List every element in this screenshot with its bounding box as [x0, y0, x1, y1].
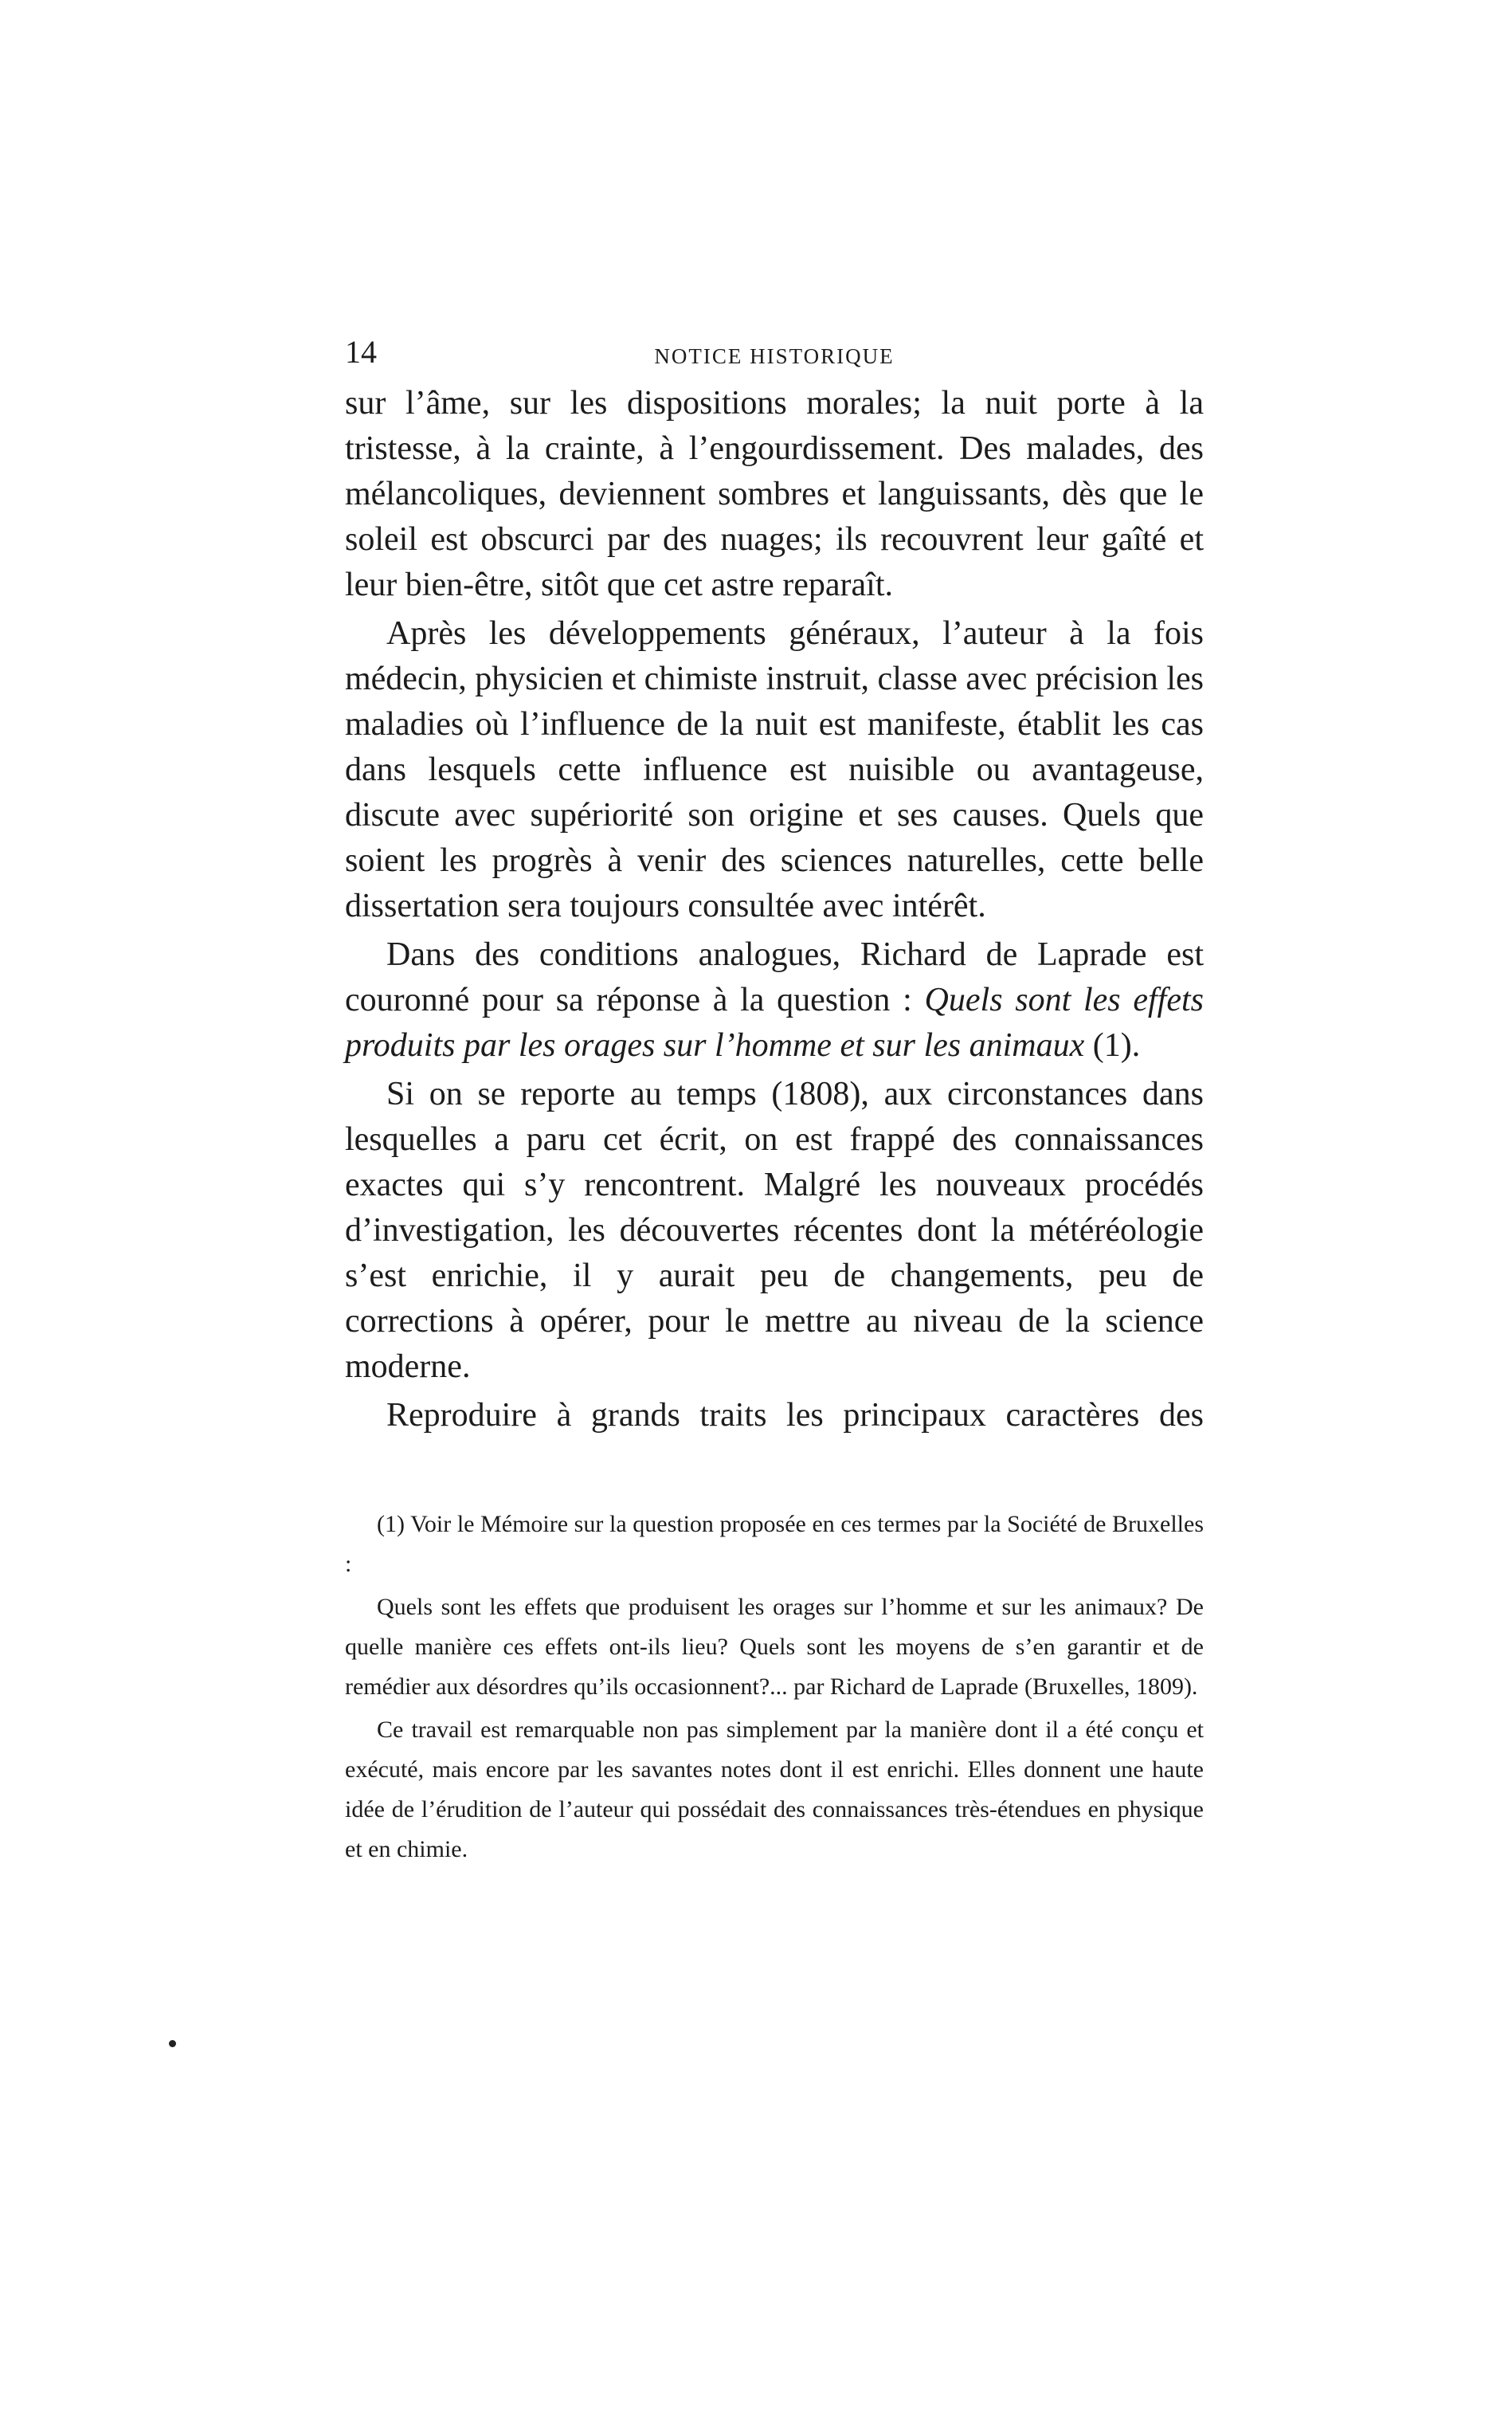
footnote-1: (1) Voir le Mémoire sur la question proposée en ces termes par la Société de Bruxelles :: [345, 1511, 1204, 1577]
page-number: 14: [345, 334, 377, 370]
paragraph: Après les développements généraux, l’auteur à la fois médecin, physicien et chimiste instruit, classe avec précision les maladies où l’influence de la nuit est manifeste, établit les cas dans lesquels cette influence est nuisible ou avantageuse, discute avec supériorité son origine et ses causes. Quels que soient les progrès à venir des sciences naturelles, cette belle dissertation sera toujours consultée avec intérêt.: [345, 615, 1204, 924]
main-text: [345, 381, 1204, 1442]
footnote-quote: Quels sont les effets que produisent les orages sur l’homme et sur les animaux? De quelle manière ces effets ont-ils lieu? Quels sont les moyens de s’en garantir et de remédier aux désordres qu’ils occasionnent?... par Richard de Laprade (Bruxelles, 1809).: [345, 1594, 1204, 1700]
footnote-comment: Ce travail est remarquable non pas simplement par la manière dont il a été conçu et exécuté, mais encore par les savantes notes dont il est enrichi. Elles donnent une haute idée de l’érudition de l’auteur qui possédait des connaissances très-étendues en physique et en chimie.: [345, 1717, 1204, 1862]
paragraph-text: Dans des conditions analogues, Richard de Laprade est couronné pour sa réponse à la question :: [345, 936, 1204, 1018]
page-header: [345, 328, 1204, 376]
paragraph-continued: sur l’âme, sur les dispositions morales; la nuit porte à la tristesse, à la crainte, à l’engourdissement. Des malades, des mélancoliques, deviennent sombres et languissants, dès que le soleil est obscurci par des nuages; ils recouvrent leur gaîté et leur bien-être, sitôt que cet astre reparaît.: [345, 385, 1204, 603]
paragraph-with-question: [345, 932, 1204, 1069]
running-title: NOTICE HISTORIQUE: [654, 344, 895, 368]
ink-speck: [169, 2040, 176, 2047]
paragraph: Si on se reporte au temps (1808), aux circonstances dans lesquelles a paru cet écrit, on est frappé des connaissances exactes qui s’y rencontrent. Malgré les nouveaux procédés d’investigation, les découvertes récentes dont la météréologie s’est enrichie, il y aurait peu de changements, peu de corrections à opérer, pour le mettre au niveau de la science moderne.: [345, 1076, 1204, 1385]
question-title: Quels sont les effets produits par les orages sur l’homme et sur les animaux: [345, 982, 1204, 1064]
footnotes: [345, 1505, 1204, 1873]
footnote-reference: (1).: [1084, 1027, 1141, 1064]
paragraph-last-line: Reproduire à grands traits les principaux caractères des: [386, 1397, 1204, 1434]
